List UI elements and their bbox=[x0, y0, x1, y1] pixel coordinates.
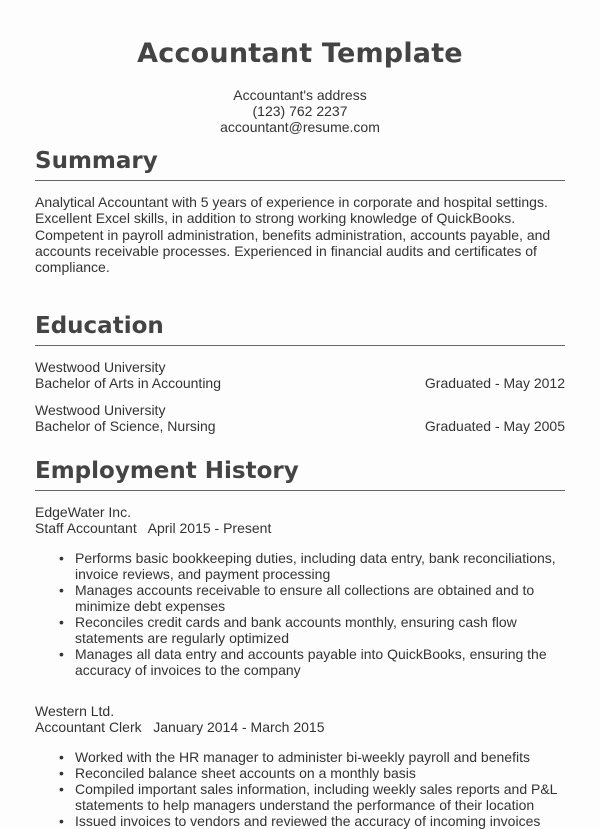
duty-item: • Reconciled balance sheet accounts on a monthly basis bbox=[35, 765, 565, 781]
education-entry bbox=[35, 359, 565, 391]
duty-item: • Manages all data entry and accounts payable into QuickBooks, ensuring the accuracy of invoices to the company bbox=[35, 646, 565, 678]
job-duties bbox=[35, 550, 565, 678]
job-header bbox=[35, 504, 565, 536]
education-degree: Bachelor of Science, Nursing bbox=[35, 418, 216, 434]
contact-phone: (123) 762 2237 bbox=[252, 103, 348, 119]
duty-item: • Performs basic bookkeeping duties, including data entry, bank reconciliations, invoice reviews, and payment processing bbox=[35, 550, 565, 582]
job-role: Staff Accountant April 2015 - Present bbox=[35, 520, 272, 536]
duty-item: • Worked with the HR manager to administer bi-weekly payroll and benefits bbox=[35, 749, 565, 765]
job-company: Western Ltd. bbox=[35, 703, 115, 719]
duty-item: • Manages accounts receivable to ensure all collections are obtained and to minimize debt expenses bbox=[35, 582, 565, 614]
duty-item: • Reconciles credit cards and bank accounts monthly, ensuring cash flow statements are regularly optimized bbox=[35, 614, 565, 646]
contact-address: Accountant's address bbox=[233, 87, 367, 103]
resume-title: Accountant Template bbox=[137, 38, 463, 69]
education-date: Graduated - May 2005 bbox=[424, 418, 565, 434]
job-header bbox=[35, 703, 565, 735]
contact-email: accountant@resume.com bbox=[220, 119, 380, 135]
employment-heading: Employment History bbox=[35, 458, 299, 484]
summary-heading: Summary bbox=[35, 148, 158, 174]
duty-item: • Compiled important sales information, including weekly sales reports and P&L statements to help managers understand the performance of their location bbox=[35, 781, 565, 813]
summary-divider bbox=[35, 180, 565, 181]
job-company: EdgeWater Inc. bbox=[35, 504, 131, 520]
duty-item: • Issued invoices to vendors and reviewed the accuracy of incoming invoices bbox=[35, 813, 565, 829]
education-school: Westwood University bbox=[35, 359, 166, 375]
job-role: Accountant Clerk January 2014 - March 2015 bbox=[35, 719, 325, 735]
education-date: Graduated - May 2012 bbox=[424, 375, 565, 391]
education-divider bbox=[35, 345, 565, 346]
education-heading: Education bbox=[35, 313, 164, 339]
education-degree: Bachelor of Arts in Accounting bbox=[35, 375, 221, 391]
employment-divider bbox=[35, 490, 565, 491]
education-school: Westwood University bbox=[35, 402, 166, 418]
job-duties bbox=[35, 749, 565, 829]
summary-text: Analytical Accountant with 5 years of experience in corporate and hospital settings. Excellent Excel skills, in addition to strong working knowledge of QuickBooks. Competent in payroll administration, benefits administration, accounts payable, and accounts receivable processes. Experienced in financial audits and certificates of compliance. bbox=[35, 194, 551, 276]
education-entry bbox=[35, 402, 565, 434]
